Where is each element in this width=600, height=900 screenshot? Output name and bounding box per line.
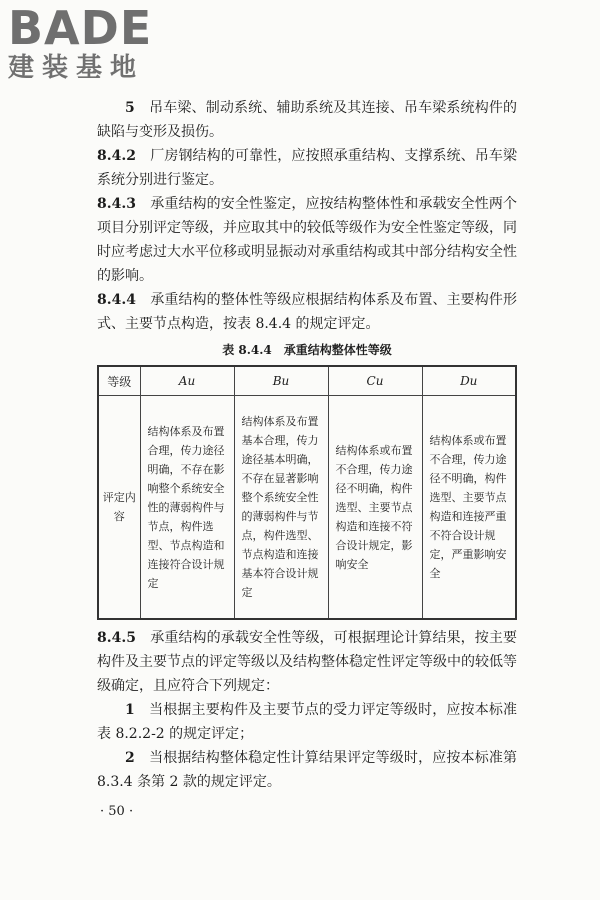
clause-text: 吊车梁、制动系统、辅助系统及其连接、吊车梁系统构件的缺陷与变形及损伤。	[97, 100, 518, 140]
cell-du: 结构体系或布置不合理，传力途径不明确，构件选型、主要节点构造和连接严重不符合设计规定，严重影响安全	[422, 396, 516, 620]
header-grade: 等级	[98, 366, 140, 396]
logo-mark: BADE	[8, 1, 153, 55]
clause-text: 承重结构的承载安全性等级，可根据理论计算结果，按主要构件及主要节点的评定等级以及结构整体稳定性评定等级中的较低等级确定，且应符合下列规定：	[97, 630, 518, 694]
header-au: Au	[140, 366, 234, 396]
clause-8-4-3	[97, 192, 517, 288]
header-cu: Cu	[328, 366, 422, 396]
table-header-row	[98, 366, 516, 396]
row-label: 评定内容	[98, 396, 140, 620]
clause-text: 厂房钢结构的可靠性，应按照承重结构、支撑系统、吊车梁系统分别进行鉴定。	[97, 148, 518, 188]
clause-number: 8.4.3	[97, 196, 136, 212]
header-bu: Bu	[234, 366, 328, 396]
clause-number: 8.4.2	[97, 148, 136, 164]
logo-subtitle: 建装基地	[8, 53, 145, 83]
cell-au: 结构体系及布置合理，传力途径明确，不存在影响整个系统安全性的薄弱构件与节点，构件选型、节点构造和连接符合设计规定	[140, 396, 234, 620]
clause-text: 承重结构的安全性鉴定，应按结构整体性和承载安全性两个项目分别评定等级，并应取其中的较低等级作为安全性鉴定等级，同时应考虑过大水平位移或明显振动对承重结构或其中部分结构安全性的影响。	[97, 196, 518, 284]
table-caption: 表 8.4.4 承重结构整体性等级	[222, 343, 392, 357]
clause-number: 5	[125, 100, 135, 116]
item-text: 当根据结构整体稳定性计算结果评定等级时，应按本标准第 8.3.4 条第 2 款的规定评定。	[97, 750, 518, 790]
clause-number: 8.4.5	[97, 630, 136, 646]
cell-bu: 结构体系及布置基本合理，传力途径基本明确，不存在显著影响整个系统安全性的薄弱构件与节点，构件选型、节点构造和连接基本符合设计规定	[234, 396, 328, 620]
integrity-grade-table	[97, 365, 517, 620]
header-du: Du	[422, 366, 516, 396]
table-row	[98, 396, 516, 620]
item-1	[97, 698, 517, 746]
document-body	[97, 96, 517, 794]
cell-cu: 结构体系或布置不合理，传力途径不明确，构件选型、主要节点构造和连接不符合设计规定，影响安全	[328, 396, 422, 620]
item-2	[97, 746, 517, 794]
clause-text: 承重结构的整体性等级应根据结构体系及布置、主要构件形式、主要节点构造，按表 8.4.4 的规定评定。	[97, 292, 518, 332]
item-number: 2	[125, 750, 135, 766]
item-number: 1	[125, 702, 135, 718]
clause-8-4-4	[97, 288, 517, 336]
item-text: 当根据主要构件及主要节点的受力评定等级时，应按本标准表 8.2.2-2 的规定评定；	[97, 702, 518, 742]
clause-number: 8.4.4	[97, 292, 136, 308]
page-number: · 50 ·	[100, 804, 134, 819]
clause-8-4-2	[97, 144, 517, 192]
bade-logo	[8, 1, 198, 84]
clause-5	[97, 96, 517, 144]
clause-8-4-5	[97, 626, 517, 698]
